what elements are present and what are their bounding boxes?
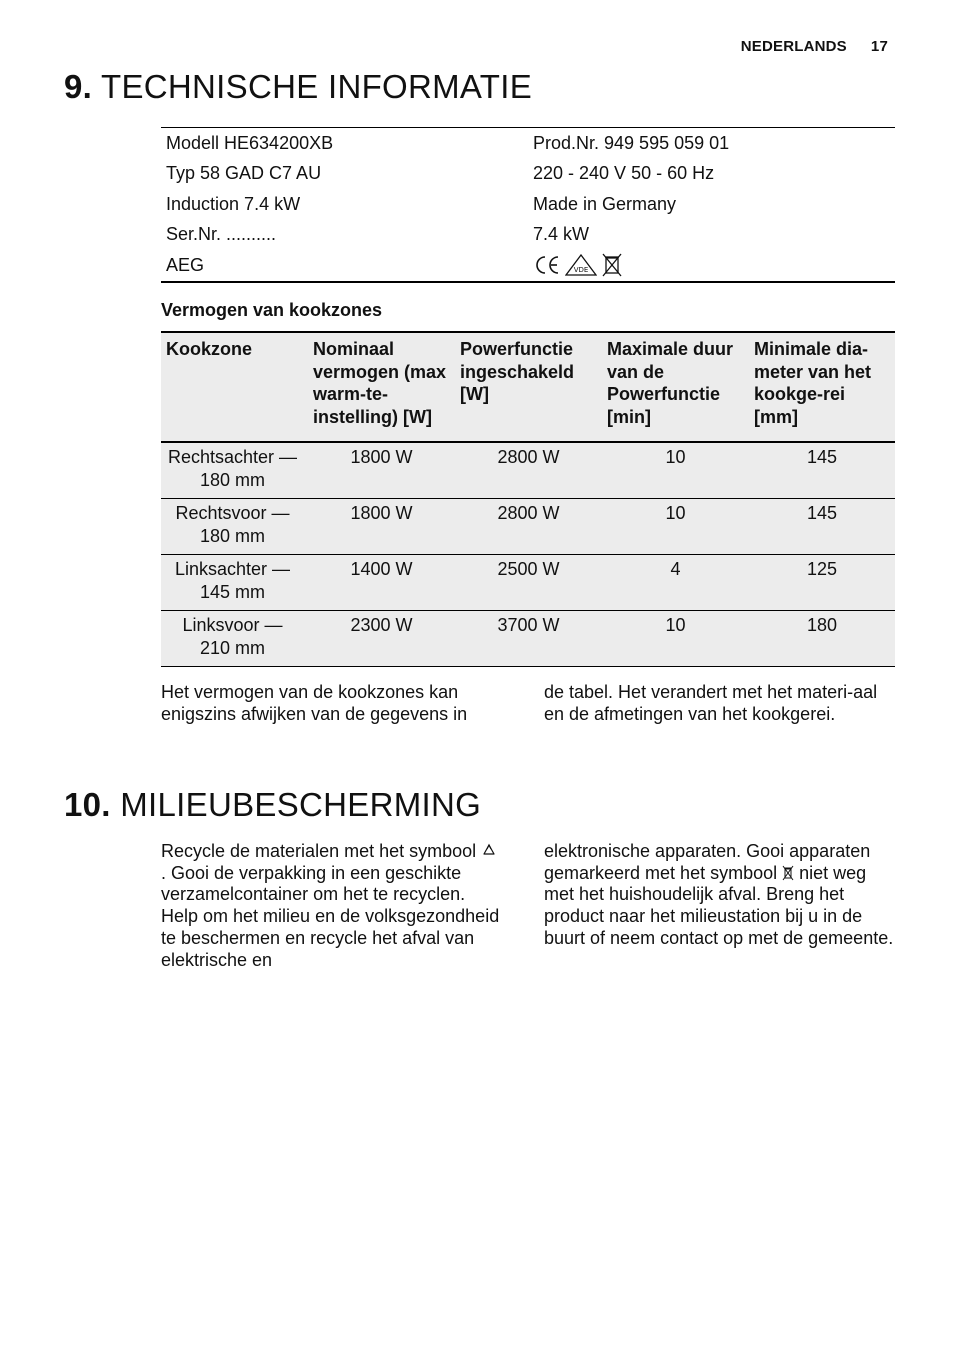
rating-cell-right: 7.4 kW <box>533 224 590 245</box>
table-cell: 4 <box>602 555 749 611</box>
cooking-zones-table <box>161 331 895 667</box>
table-row <box>161 611 895 667</box>
table-cell: 10 <box>602 499 749 555</box>
power-note <box>161 682 895 725</box>
section-10-number: 10. <box>64 786 111 823</box>
cooking-zones-subtitle: Vermogen van kookzones <box>161 300 383 320</box>
environment-text-right <box>544 841 895 971</box>
weee-text-before: elektronische apparaten. Gooi apparaten gemarkeerd met het symbool <box>544 841 871 883</box>
column-header: Kookzone <box>161 332 308 442</box>
table-cell: 1800 W <box>308 442 455 499</box>
rating-cell-left: Ser.Nr. .......... <box>166 224 277 245</box>
environment-text-left <box>161 841 501 971</box>
page-header <box>741 38 888 55</box>
table-cell: 145 <box>749 442 895 499</box>
weee-text-after: niet weg met het huishoudelijk afval. Breng het product naar het milieustation bij u in de buurt of neem contact op met de gemeente. <box>544 862 894 948</box>
table-cell: 145 <box>749 499 895 555</box>
table-cell: Linksvoor — 210 mm <box>161 611 308 667</box>
table-cell: 2500 W <box>455 555 602 611</box>
table-cell: 3700 W <box>455 611 602 667</box>
ce-mark-icon <box>533 254 561 276</box>
table-cell: 2300 W <box>308 611 455 667</box>
table-cell: 2800 W <box>455 442 602 499</box>
rating-cell-left: Induction 7.4 kW <box>166 193 301 214</box>
column-header: Minimale dia-meter van het kookge-rei [mm] <box>749 332 895 442</box>
rating-row <box>161 159 895 190</box>
table-cell: 1400 W <box>308 555 455 611</box>
section-9-heading <box>64 68 532 106</box>
table-row <box>161 499 895 555</box>
power-note-right: de tabel. Het verandert met het materi-aal en de afmetingen van het kookgerei. <box>544 682 878 724</box>
column-header: Powerfunctie ingeschakeld [W] <box>455 332 602 442</box>
power-note-left: Het vermogen van de kookzones kan enigszins afwijken van de gegevens in <box>161 682 468 724</box>
table-cell: Rechtsvoor — 180 mm <box>161 499 308 555</box>
rating-cell-right: Made in Germany <box>533 193 677 214</box>
table-cell: 10 <box>602 442 749 499</box>
table-row <box>161 555 895 611</box>
section-9-number: 9. <box>64 68 93 105</box>
header-language: NEDERLANDS <box>740 38 847 55</box>
table-cell: Linksachter — 145 mm <box>161 555 308 611</box>
section-10-title: MILIEUBESCHERMING <box>120 786 482 823</box>
health-text: Help om het milieu en de volksgezondheid te beschermen en recycle het afval van elektrische en <box>161 906 500 970</box>
table-cell: 125 <box>749 555 895 611</box>
vde-mark-text: VDE <box>573 266 589 275</box>
table-cell: 2800 W <box>455 499 602 555</box>
table-cell: 180 <box>749 611 895 667</box>
column-header: Nominaal vermogen (max warm-te-instelling) [W] <box>308 332 455 442</box>
page-number: 17 <box>870 38 888 55</box>
section-10-heading <box>64 786 481 824</box>
rating-cell-left: AEG <box>166 254 205 275</box>
rating-row <box>161 189 895 220</box>
recycle-icon <box>481 843 497 859</box>
table-row <box>161 442 895 499</box>
environment-text <box>161 841 895 971</box>
rating-cell-right: 220 - 240 V 50 - 60 Hz <box>533 163 715 184</box>
weee-crossed-bin-icon <box>601 253 623 277</box>
rating-row <box>161 250 895 282</box>
table-cell: 10 <box>602 611 749 667</box>
vde-mark-icon <box>565 254 597 276</box>
rating-cell-left: Modell HE634200XB <box>166 132 334 153</box>
recycle-text-before: Recycle de materialen met het symbool <box>161 841 477 861</box>
recycle-text-after: . Gooi de verpakking in een geschikte verzamelcontainer om het te recyclen. <box>161 862 466 905</box>
table-cell: Rechtsachter — 180 mm <box>161 442 308 499</box>
rating-plate-table <box>161 127 895 283</box>
certification-marks <box>528 250 895 282</box>
column-header: Maximale duur van de Powerfunctie [min] <box>602 332 749 442</box>
crossed-bin-icon <box>782 865 794 881</box>
section-9-title: TECHNISCHE INFORMATIE <box>101 68 533 105</box>
table-header-row <box>161 332 895 442</box>
rating-cell-left: Typ 58 GAD C7 AU <box>166 163 322 184</box>
table-cell: 1800 W <box>308 499 455 555</box>
rating-cell-right: Prod.Nr. 949 595 059 01 <box>533 132 730 153</box>
rating-row <box>161 128 895 159</box>
rating-row <box>161 220 895 251</box>
